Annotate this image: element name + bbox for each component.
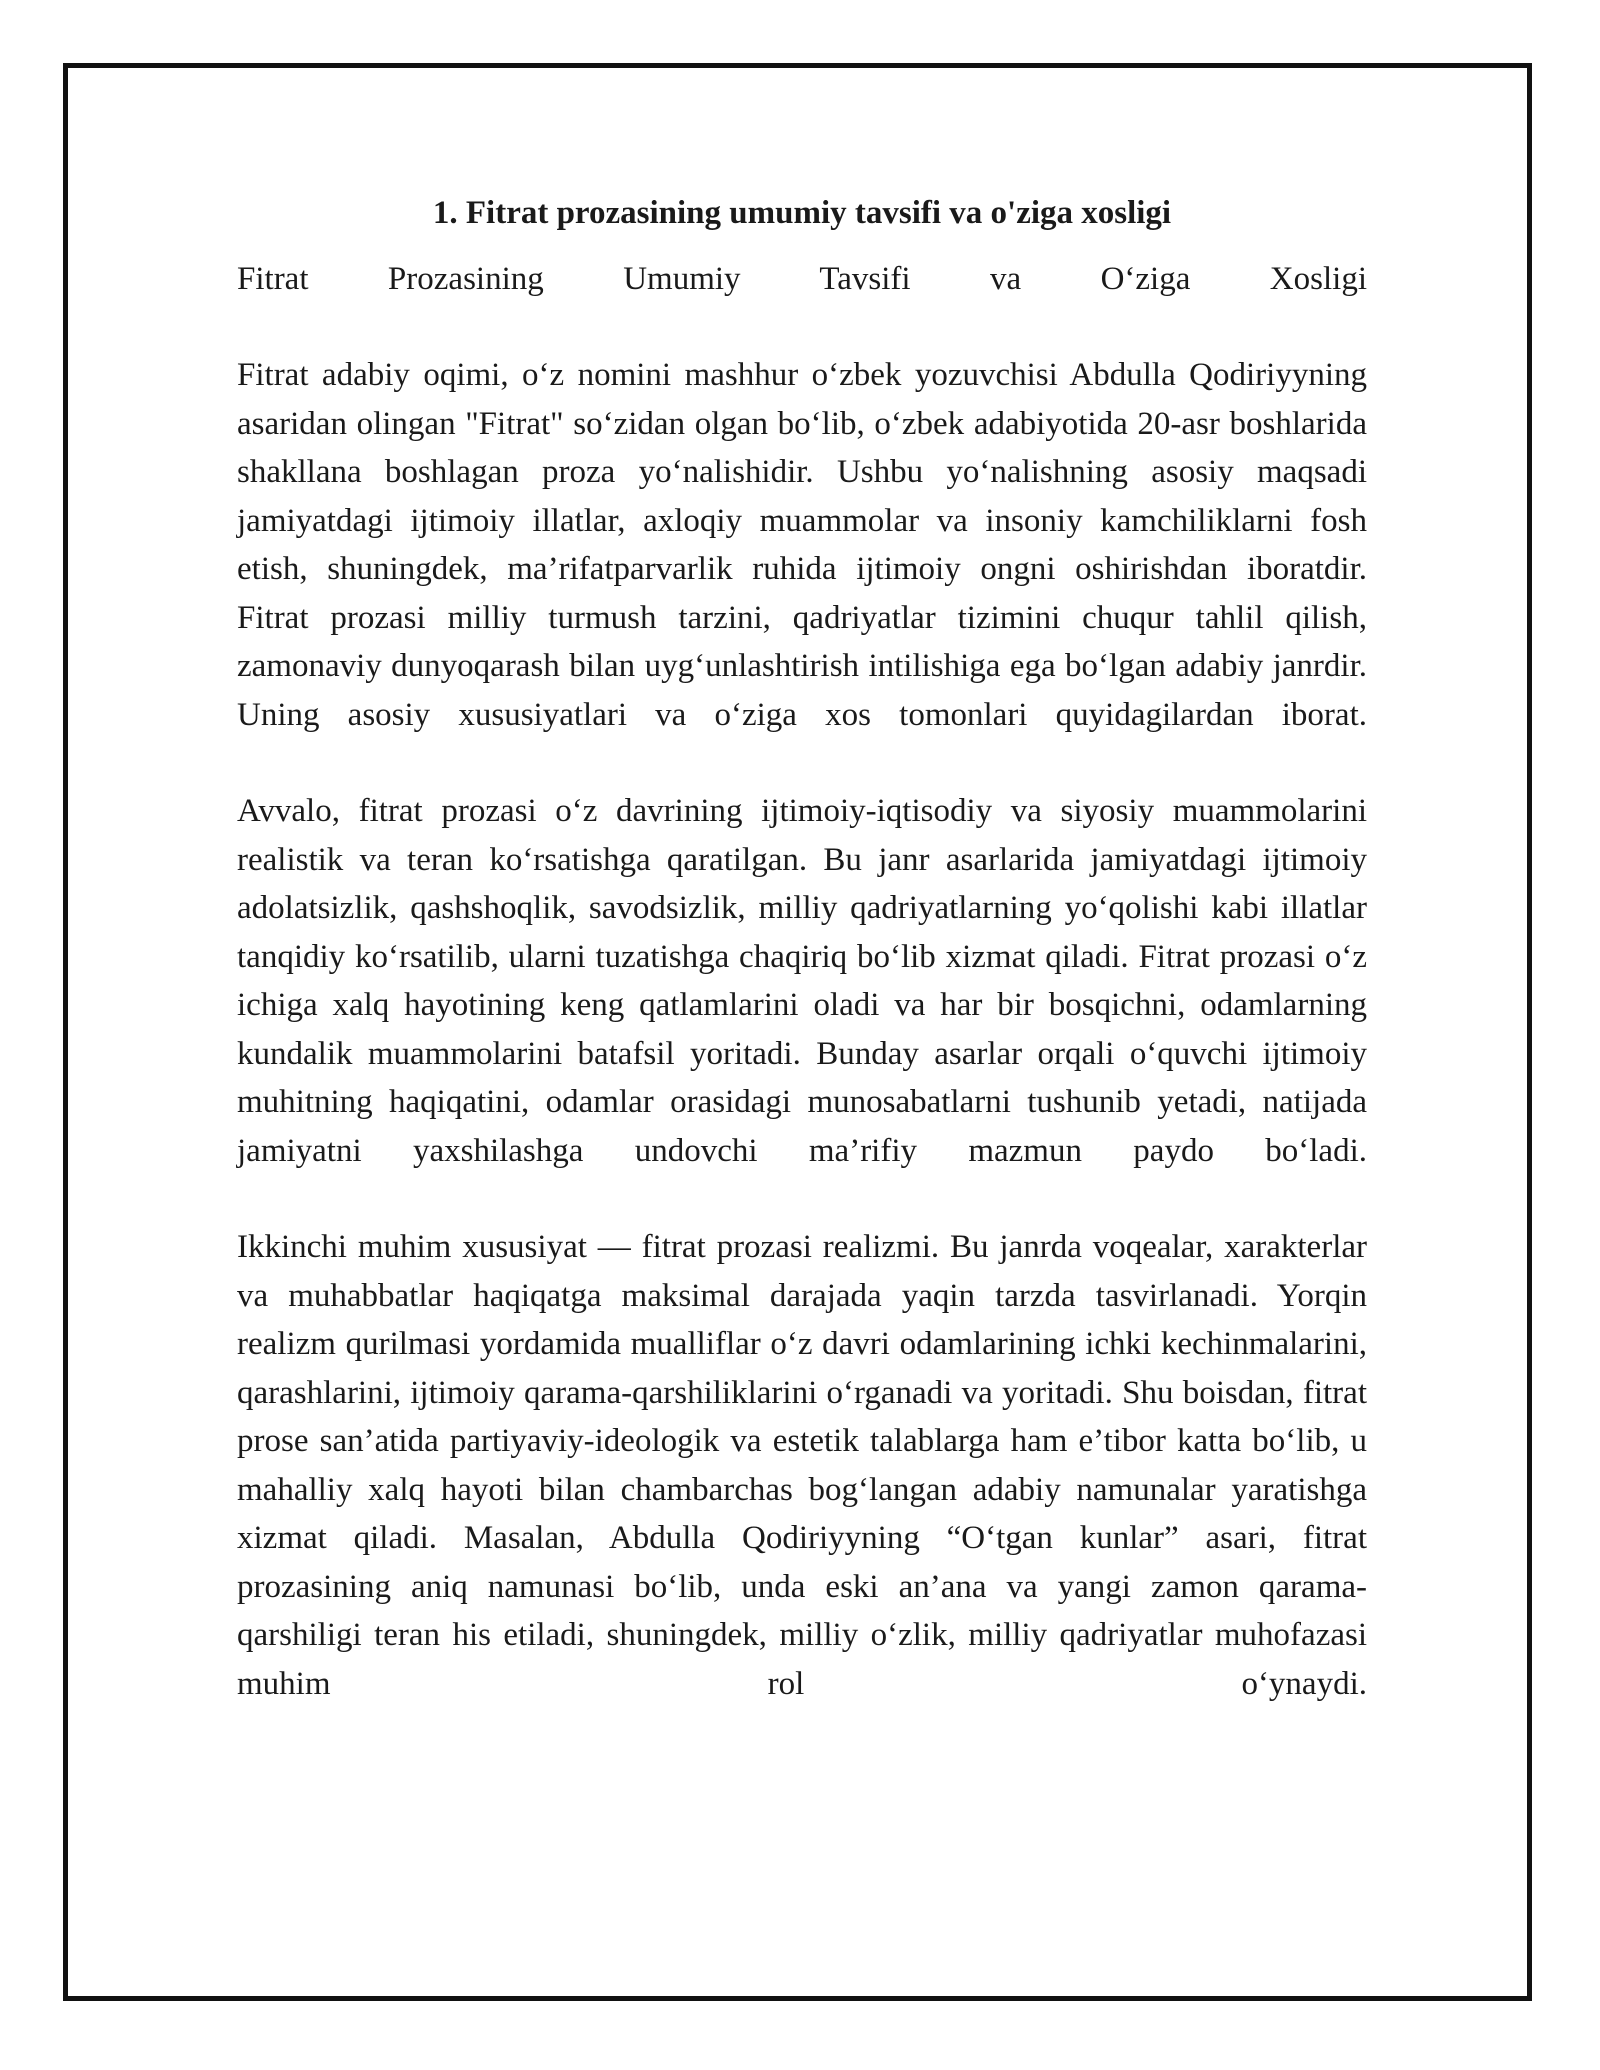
subtitle: Fitrat Prozasining Umumiy Tavsifi va O‘ziga Xosligi xyxy=(237,261,1367,297)
paragraph-3: Ikkinchi muhim xususiyat — fitrat prozasi realizmi. Bu janrda voqealar, xarakterlar va muhabbatlar haqiqatga maksimal darajada yaqin tarzda tasvirlanadi. Yorqin realizm qurilmasi yordamida mualliflar o‘z davri odamlarining ichki kechinmalarini, qarashlarini, ijtimoiy qarama-qarshiliklarini o‘rganadi va yoritadi. Shu boisdan, fitrat prose san’atida partiyaviy-ideologik va estetik talablarga ham e’tibor katta bo‘lib, u mahalliy xalq hayoti bilan chambarchas bog‘langan adabiy namunalar yaratishga xizmat qiladi. Masalan, Abdulla Qodiriyyning “O‘tgan kunlar” asari, fitrat prozasining aniq namunasi bo‘lib, unda eski an’ana va yangi zamon qarama-qarshiligi teran his etiladi, shuningdek, milliy o‘zlik, milliy qadriyatlar muhofazasi muhim rol o‘ynaydi. xyxy=(237,1229,1367,1702)
paragraph-2: Avvalo, fitrat prozasi o‘z davrining ijtimoiy-iqtisodiy va siyosiy muammolarini realistik va teran ko‘rsatishga qaratilgan. Bu janr asarlarida jamiyatdagi ijtimoiy adolatsizlik, qashshoqlik, savodsizlik, milliy qadriyatlarning yo‘qolishi kabi illatlar tanqidiy ko‘rsatilib, ularni tuzatishga chaqiriq bo‘lib xizmat qiladi. Fitrat prozasi o‘z ichiga xalq hayotining keng qatlamlarini oladi va har bir bosqichni, odamlarning kundalik muammolarini batafsil yoritadi. Bunday asarlar orqali o‘quvchi ijtimoiy muhitning haqiqatini, odamlar orasidagi munosabatlarni tushunib yetadi, natijada jamiyatni yaxshilashga undovchi ma’rifiy mazmun paydo bo‘ladi. xyxy=(237,793,1367,1169)
document-body xyxy=(237,185,1367,1756)
paragraph-1: Fitrat adabiy oqimi, o‘z nomini mashhur o‘zbek yozuvchisi Abdulla Qodiriyyning asaridan olingan "Fitrat" so‘zidan olgan bo‘lib, o‘zbek adabiyotida 20-asr boshlarida shakllana boshlagan proza yo‘nalishidir. Ushbu yo‘nalishning asosiy maqsadi jamiyatdagi ijtimoiy illatlar, axloqiy muammolar va insoniy kamchiliklarni fosh etish, shuningdek, ma’rifatparvarlik ruhida ijtimoiy ongni oshirishdan iboratdir. Fitrat prozasi milliy turmush tarzini, qadriyatlar tizimini chuqur tahlil qilish, zamonaviy dunyoqarash bilan uyg‘unlashtirish intilishiga ega bo‘lgan adabiy janrdir. Uning asosiy xususiyatlari va o‘ziga xos tomonlari quyidagilardan iborat. xyxy=(237,357,1367,733)
page-title: 1. Fitrat prozasining umumiy tavsifi va o'ziga xosligi xyxy=(432,195,1172,231)
